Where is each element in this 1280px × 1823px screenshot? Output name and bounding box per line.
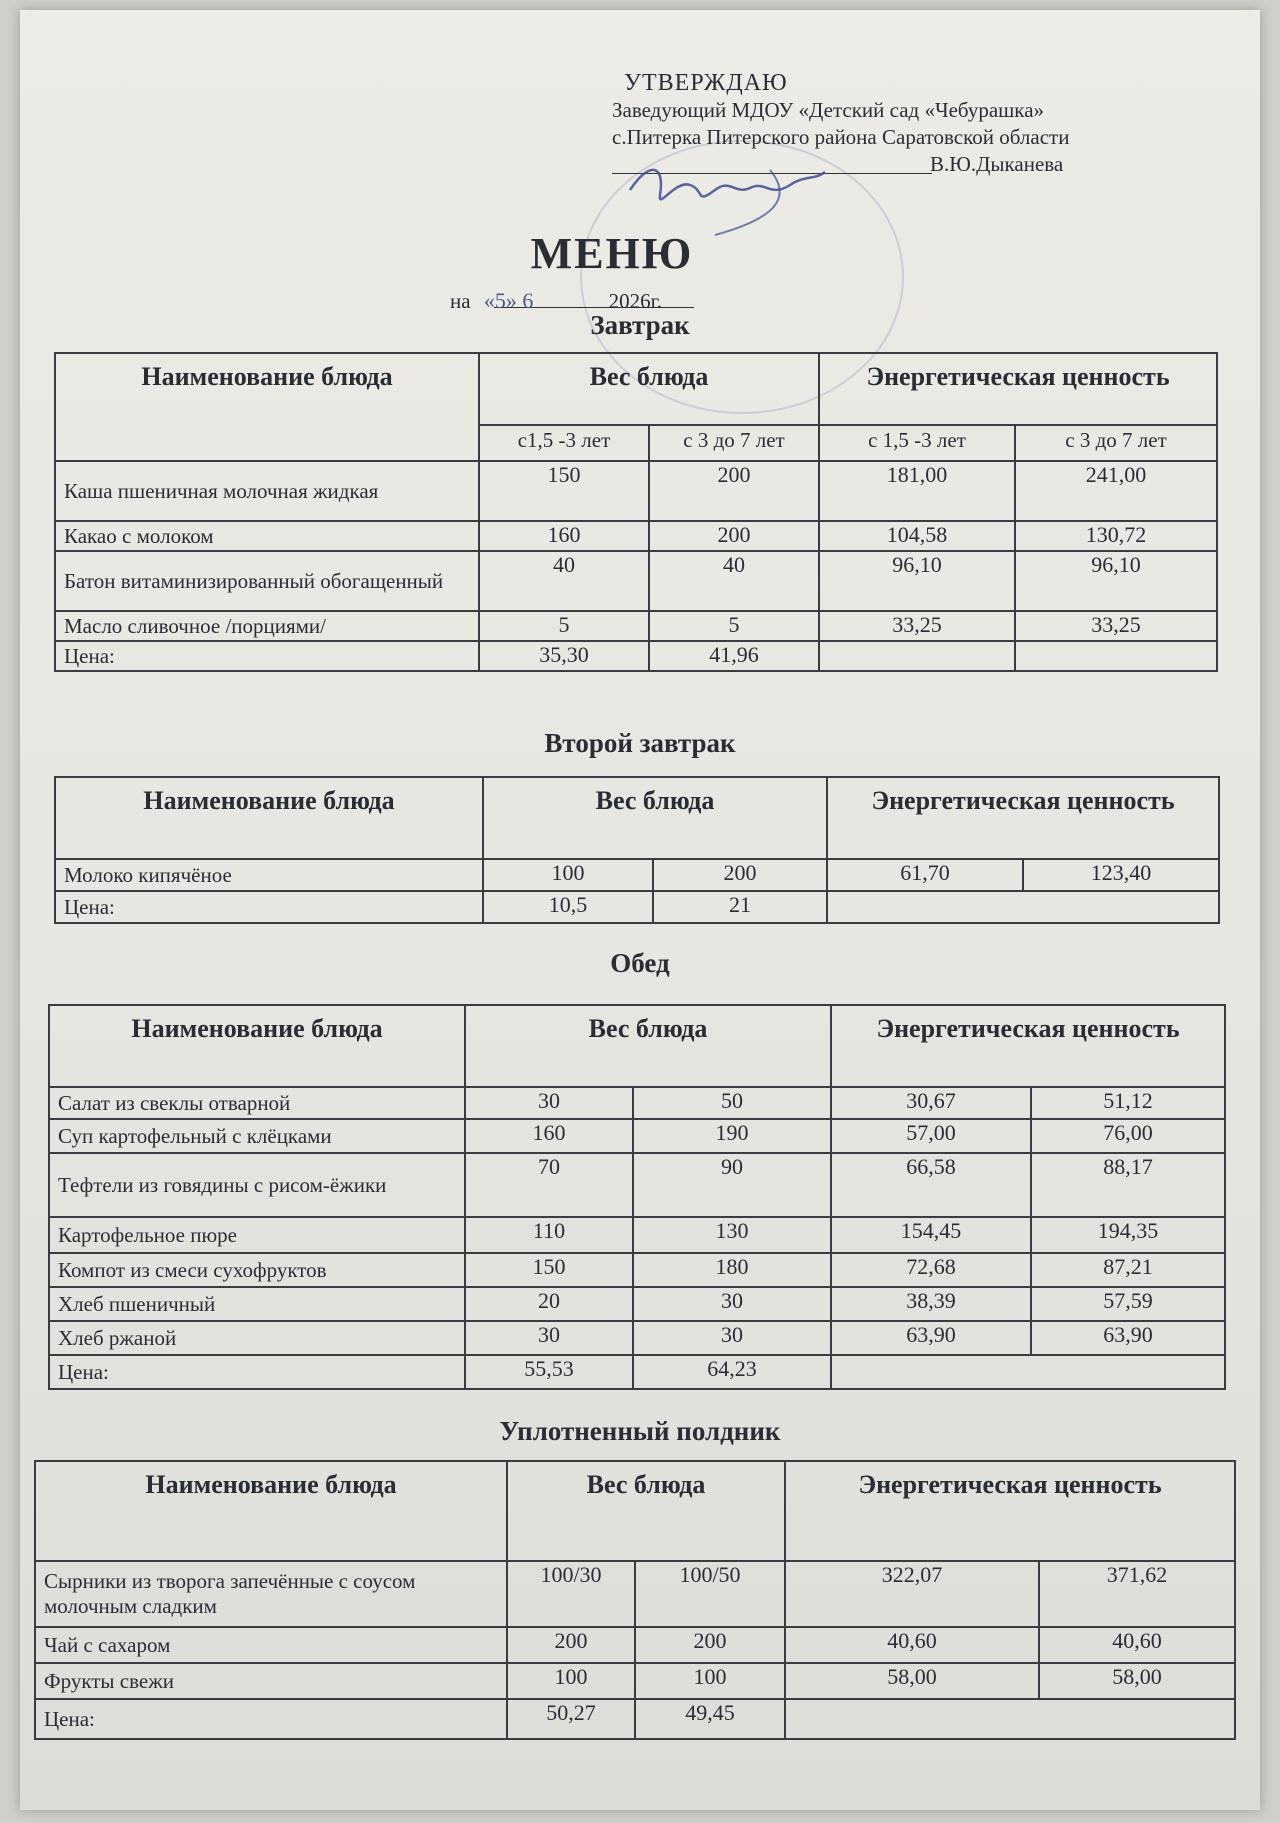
weight-age-1: 20 bbox=[465, 1287, 633, 1321]
header-dish-name: Наименование блюда bbox=[55, 777, 483, 859]
energy-age-1: 58,00 bbox=[785, 1663, 1039, 1699]
breakfast-rows bbox=[55, 461, 1217, 641]
table-row bbox=[55, 461, 1217, 521]
header-weight: Вес блюда bbox=[507, 1461, 785, 1561]
table-row bbox=[55, 611, 1217, 641]
price-age-2: 21 bbox=[653, 891, 827, 923]
energy-age-2: 241,00 bbox=[1015, 461, 1217, 521]
weight-age-1: 110 bbox=[465, 1217, 633, 1253]
energy-age-2: 87,21 bbox=[1031, 1253, 1225, 1287]
energy-age-2: 96,10 bbox=[1015, 551, 1217, 611]
lunch-table bbox=[48, 1004, 1226, 1390]
weight-age-1: 40 bbox=[479, 551, 649, 611]
dish-name: Чай с сахаром bbox=[35, 1627, 507, 1663]
energy-age-2: 58,00 bbox=[1039, 1663, 1235, 1699]
weight-age-2: 180 bbox=[633, 1253, 831, 1287]
date-day-month: «5» 6 bbox=[483, 288, 534, 313]
dish-name: Компот из смеси сухофруктов bbox=[49, 1253, 465, 1287]
weight-age-1: 100 bbox=[483, 859, 653, 891]
energy-age-2: 130,72 bbox=[1015, 521, 1217, 551]
price-label: Цена: bbox=[55, 641, 479, 671]
energy-age-1: 104,58 bbox=[819, 521, 1015, 551]
weight-age-1: 5 bbox=[479, 611, 649, 641]
dish-name: Фрукты свежи bbox=[35, 1663, 507, 1699]
weight-age-1: 160 bbox=[479, 521, 649, 551]
weight-age-2: 100/50 bbox=[635, 1561, 785, 1627]
date-year: 2026г. bbox=[608, 289, 663, 313]
energy-age-2: 57,59 bbox=[1031, 1287, 1225, 1321]
energy-age-1: 72,68 bbox=[831, 1253, 1031, 1287]
energy-age-2: 51,12 bbox=[1031, 1087, 1225, 1119]
header-dish-name: Наименование блюда bbox=[55, 353, 479, 461]
energy-age-1: 33,25 bbox=[819, 611, 1015, 641]
energy-age-1: 96,10 bbox=[819, 551, 1015, 611]
dish-name: Молоко кипячёное bbox=[55, 859, 483, 891]
dish-name: Хлеб ржаной bbox=[49, 1321, 465, 1355]
energy-age-2: 40,60 bbox=[1039, 1627, 1235, 1663]
dish-name: Тефтели из говядины с рисом-ёжики bbox=[49, 1153, 465, 1217]
header-dish-name: Наименование блюда bbox=[35, 1461, 507, 1561]
weight-age-1: 30 bbox=[465, 1087, 633, 1119]
weight-age-2: 190 bbox=[633, 1119, 831, 1153]
energy-age-1: 63,90 bbox=[831, 1321, 1031, 1355]
energy-age-1: 30,67 bbox=[831, 1087, 1031, 1119]
price-age-2: 64,23 bbox=[633, 1355, 831, 1389]
header-age-3: с 1,5 -3 лет bbox=[819, 425, 1015, 461]
weight-age-1: 150 bbox=[465, 1253, 633, 1287]
table-row bbox=[49, 1321, 1225, 1355]
dish-name: Каша пшеничная молочная жидкая bbox=[55, 461, 479, 521]
energy-age-1: 38,39 bbox=[831, 1287, 1031, 1321]
energy-age-2: 88,17 bbox=[1031, 1153, 1225, 1217]
price-age-2: 41,96 bbox=[649, 641, 819, 671]
date-prefix: на bbox=[450, 289, 471, 313]
price-label: Цена: bbox=[49, 1355, 465, 1389]
snack-rows bbox=[35, 1561, 1235, 1699]
weight-age-2: 90 bbox=[633, 1153, 831, 1217]
weight-age-2: 200 bbox=[635, 1627, 785, 1663]
second-breakfast-table bbox=[54, 776, 1220, 924]
energy-age-2: 76,00 bbox=[1031, 1119, 1225, 1153]
energy-age-1: 154,45 bbox=[831, 1217, 1031, 1253]
header-age-1: с1,5 -3 лет bbox=[479, 425, 649, 461]
price-age-2: 49,45 bbox=[635, 1699, 785, 1739]
handwritten-signature bbox=[620, 150, 840, 240]
table-row bbox=[35, 1627, 1235, 1663]
weight-age-2: 200 bbox=[649, 521, 819, 551]
energy-age-1: 40,60 bbox=[785, 1627, 1039, 1663]
price-age-1: 50,27 bbox=[507, 1699, 635, 1739]
weight-age-2: 30 bbox=[633, 1287, 831, 1321]
energy-age-2: 123,40 bbox=[1023, 859, 1219, 891]
page-title: МЕНЮ bbox=[530, 229, 694, 278]
approval-position: Заведующий МДОУ «Детский сад «Чебурашка» bbox=[612, 98, 1045, 122]
section-title-lunch: Обед bbox=[610, 948, 670, 978]
energy-age-1: 322,07 bbox=[785, 1561, 1039, 1627]
table-row bbox=[49, 1153, 1225, 1217]
energy-age-1: 181,00 bbox=[819, 461, 1015, 521]
weight-age-1: 70 bbox=[465, 1153, 633, 1217]
price-age-1: 35,30 bbox=[479, 641, 649, 671]
dish-name: Картофельное пюре bbox=[49, 1217, 465, 1253]
energy-age-1: 66,58 bbox=[831, 1153, 1031, 1217]
weight-age-2: 100 bbox=[635, 1663, 785, 1699]
menu-sheet bbox=[20, 10, 1260, 1810]
dish-name: Суп картофельный с клёцками bbox=[49, 1119, 465, 1153]
energy-age-2: 63,90 bbox=[1031, 1321, 1225, 1355]
table-row bbox=[49, 1087, 1225, 1119]
table-row bbox=[49, 1287, 1225, 1321]
table-row bbox=[49, 1217, 1225, 1253]
section-title-breakfast: Завтрак bbox=[590, 310, 690, 340]
table-row bbox=[35, 1663, 1235, 1699]
energy-age-1: 57,00 bbox=[831, 1119, 1031, 1153]
weight-age-1: 150 bbox=[479, 461, 649, 521]
price-age-1: 55,53 bbox=[465, 1355, 633, 1389]
dish-name: Масло сливочное /порциями/ bbox=[55, 611, 479, 641]
dish-name: Хлеб пшеничный bbox=[49, 1287, 465, 1321]
weight-age-2: 40 bbox=[649, 551, 819, 611]
header-energy: Энергетическая ценность bbox=[819, 353, 1217, 425]
weight-age-1: 30 bbox=[465, 1321, 633, 1355]
weight-age-2: 130 bbox=[633, 1217, 831, 1253]
dish-name: Какао с молоком bbox=[55, 521, 479, 551]
energy-age-1: 61,70 bbox=[827, 859, 1023, 891]
second-breakfast-rows bbox=[55, 859, 1219, 891]
approval-head: УТВЕРЖДАЮ bbox=[624, 70, 788, 96]
header-age-2: с 3 до 7 лет bbox=[649, 425, 819, 461]
table-row bbox=[55, 859, 1219, 891]
header-dish-name: Наименование блюда bbox=[49, 1005, 465, 1087]
dish-name: Батон витаминизированный обогащенный bbox=[55, 551, 479, 611]
header-age-4: с 3 до 7 лет bbox=[1015, 425, 1217, 461]
table-row bbox=[49, 1253, 1225, 1287]
approval-location: с.Питерка Питерского района Саратовской области bbox=[612, 125, 1070, 149]
header-weight: Вес блюда bbox=[483, 777, 827, 859]
section-title-second-breakfast: Второй завтрак bbox=[544, 728, 736, 758]
energy-age-2: 33,25 bbox=[1015, 611, 1217, 641]
weight-age-1: 160 bbox=[465, 1119, 633, 1153]
table-row bbox=[55, 521, 1217, 551]
weight-age-1: 100/30 bbox=[507, 1561, 635, 1627]
header-weight: Вес блюда bbox=[465, 1005, 831, 1087]
dish-name: Салат из свеклы отварной bbox=[49, 1087, 465, 1119]
weight-age-2: 200 bbox=[649, 461, 819, 521]
section-title-snack: Уплотненный полдник bbox=[499, 1416, 781, 1446]
price-label: Цена: bbox=[35, 1699, 507, 1739]
breakfast-table bbox=[54, 352, 1218, 672]
header-energy: Энергетическая ценность bbox=[831, 1005, 1225, 1087]
header-energy: Энергетическая ценность bbox=[827, 777, 1219, 859]
weight-age-2: 50 bbox=[633, 1087, 831, 1119]
energy-age-2: 194,35 bbox=[1031, 1217, 1225, 1253]
weight-age-2: 5 bbox=[649, 611, 819, 641]
dish-name: Сырники из творога запечённые с соусом молочным сладким bbox=[35, 1561, 507, 1627]
lunch-rows bbox=[49, 1087, 1225, 1355]
header-energy: Энергетическая ценность bbox=[785, 1461, 1235, 1561]
weight-age-2: 200 bbox=[653, 859, 827, 891]
snack-table bbox=[34, 1460, 1236, 1740]
price-label: Цена: bbox=[55, 891, 483, 923]
price-age-1: 10,5 bbox=[483, 891, 653, 923]
table-row bbox=[49, 1119, 1225, 1153]
signer-name: В.Ю.Дыканева bbox=[930, 152, 1064, 176]
table-row bbox=[35, 1561, 1235, 1627]
weight-age-1: 200 bbox=[507, 1627, 635, 1663]
weight-age-2: 30 bbox=[633, 1321, 831, 1355]
weight-age-1: 100 bbox=[507, 1663, 635, 1699]
energy-age-2: 371,62 bbox=[1039, 1561, 1235, 1627]
header-weight: Вес блюда bbox=[479, 353, 819, 425]
table-row bbox=[55, 551, 1217, 611]
